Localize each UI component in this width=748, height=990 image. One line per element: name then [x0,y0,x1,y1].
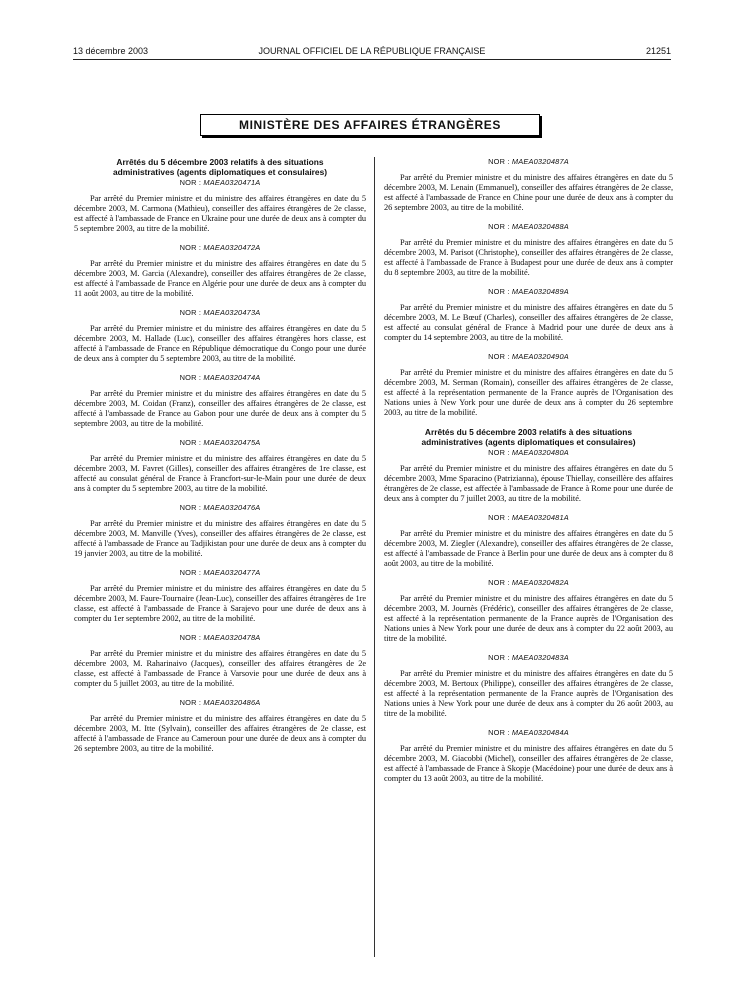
nor-code: MAEA0320488A [511,222,569,231]
nor-code: MAEA0320483A [511,653,569,662]
nor-reference: NOR : MAEA0320471A [179,178,261,187]
nor-reference: NOR : MAEA0320482A [488,578,569,587]
decree-text: Par arrêté du Premier ministre et du ministre des affaires étrangères en date du 5 décembre 2003, M. Journès (Frédéric), conseiller des affaires étrangères de 2e classe, est affecté à la représentation permanente de la France auprès de l'Organisation des Nations unies à New York pour une durée de deux ans à compter du 22 août 2003, au titre de la mobilité. [384,594,673,643]
decree-text: Par arrêté du Premier ministre et du ministre des affaires étrangères en date du 5 décembre 2003, M. Lenain (Emmanuel), conseiller des affaires étrangères de 2e classe, est affecté à l'ambassade de France en Chine pour une durée de deux ans à compter du 26 septembre 2003, au titre de la mobilité. [384,173,673,212]
decree-text: Par arrêté du Premier ministre et du ministre des affaires étrangères en date du 5 décembre 2003, M. Hallade (Luc), conseiller des affaires étrangères hors classe, est affecté à l'ambassade de France en République démocratique du Congo pour une durée de deux ans à compter du 5 septembre 2003, au titre de la mobilité. [74,324,366,363]
nor-reference: NOR : MAEA0320474A [179,373,261,382]
decree-text: Par arrêté du Premier ministre et du ministre des affaires étrangères en date du 5 décembre 2003, M. Le Bœuf (Charles), conseiller des affaires étrangères de 2e classe, est affecté au consulat général de France à Madrid pour une durée de deux ans à compter du 14 septembre 2003, au titre de la mobilité. [384,303,673,342]
decree-entry [384,513,673,569]
nor-code: MAEA0320480A [511,448,569,457]
decree-text: Par arrêté du Premier ministre et du ministre des affaires étrangères en date du 5 décembre 2003, M. Faure-Tournaire (Jean-Luc), conseiller des affaires étrangères de 1re classe, est affecté à l'ambassade de France à Sarajevo pour une durée de deux ans à compter du 1er septembre 2002, au titre de la mobilité. [74,584,366,623]
decree-entry [384,448,673,504]
decree-entry [74,308,366,364]
nor-reference: NOR : MAEA0320477A [179,568,261,577]
right-column [384,157,673,793]
issue-date: 13 décembre 2003 [73,46,149,56]
nor-reference: NOR : MAEA0320473A [179,308,261,317]
decree-text: Par arrêté du Premier ministre et du ministre des affaires étrangères en date du 5 décembre 2003, M. Garcia (Alexandre), conseiller des affaires étrangères de 2e classe, est affecté à l'ambassade de France en Algérie pour une durée de deux ans à compter du 11 août 2003, au titre de la mobilité. [74,259,366,298]
nor-code: MAEA0320486A [203,698,261,707]
nor-reference: NOR : MAEA0320490A [488,352,569,361]
decree-entry [74,178,366,234]
decree-entry [384,157,673,213]
decree-text: Par arrêté du Premier ministre et du ministre des affaires étrangères en date du 5 décembre 2003, M. Serman (Romain), conseiller des affaires étrangères de 2e classe, est affecté à la représentation permanente de la France auprès de l'Organisation des Nations unies à New York pour une durée de deux ans à compter du 26 septembre 2003, au titre de la mobilité. [384,368,673,417]
nor-code: MAEA0320481A [511,513,569,522]
nor-code: MAEA0320484A [511,728,569,737]
decree-entry [74,243,366,299]
decree-text: Par arrêté du Premier ministre et du ministre des affaires étrangères en date du 5 décembre 2003, Mme Sparacino (Patrizianna), épouse Thiellay, conseillère des affaires étrangères de 2e classe, est affectée à l'ambassade de France à Rome pour une durée de deux ans à compter du 7 juillet 2003, au titre de la mobilité. [384,464,673,503]
nor-code: MAEA0320473A [203,308,261,317]
decree-entry [384,222,673,278]
nor-code: MAEA0320490A [511,352,569,361]
decree-entry [384,578,673,644]
nor-reference: NOR : MAEA0320480A [488,448,569,457]
page-number: 21251 [645,46,671,56]
decree-entry [384,653,673,719]
decree-text: Par arrêté du Premier ministre et du ministre des affaires étrangères en date du 5 décembre 2003, M. Raharinaivo (Jacques), conseiller des affaires étrangères de 2e classe, est affecté à l'ambassade de France à Varsovie pour une durée de deux ans à compter du 5 juillet 2003, au titre de la mobilité. [74,649,366,688]
nor-reference: NOR : MAEA0320488A [488,222,569,231]
decree-text: Par arrêté du Premier ministre et du ministre des affaires étrangères en date du 5 décembre 2003, M. Favret (Gilles), conseiller des affaires étrangères de 1re classe, est affecté au consulat général de France à Francfort-sur-le-Main pour une durée de deux ans à compter du 5 septembre 2003, au titre de la mobilité. [74,454,366,493]
nor-reference: NOR : MAEA0320487A [488,157,569,166]
page-header [73,46,671,60]
nor-reference: NOR : MAEA0320475A [179,438,261,447]
nor-reference: NOR : MAEA0320478A [179,633,261,642]
decree-entry [384,352,673,418]
decree-entry [384,287,673,343]
nor-code: MAEA0320489A [511,287,569,296]
decree-text: Par arrêté du Premier ministre et du ministre des affaires étrangères en date du 5 décembre 2003, M. Giacobbi (Michel), conseiller des affaires étrangères de 2e classe, est affecté à l'ambassade de France à Skopje (Macédoine) pour une durée de deux ans à compter du 13 août 2003, au titre de la mobilité. [384,744,673,783]
left-column [74,157,366,763]
decree-entry [74,568,366,624]
nor-code: MAEA0320472A [203,243,261,252]
nor-code: MAEA0320471A [203,178,261,187]
nor-reference: NOR : MAEA0320472A [179,243,261,252]
nor-code: MAEA0320475A [203,438,261,447]
section-title: Arrêtés du 5 décembre 2003 relatifs à des situations administratives (agents diplomatiques et consulaires) [421,427,636,447]
decree-entry [74,633,366,689]
decree-entry [74,438,366,494]
section-title: Arrêtés du 5 décembre 2003 relatifs à des situations administratives (agents diplomatiques et consulaires) [112,157,328,177]
nor-code: MAEA0320478A [203,633,261,642]
ministry-heading [200,114,540,136]
decree-text: Par arrêté du Premier ministre et du ministre des affaires étrangères en date du 5 décembre 2003, M. Coidan (Franz), conseiller des affaires étrangères de 2e classe, est affecté à l'ambassade de France au Gabon pour une durée de deux ans à compter du 5 septembre 2003, au titre de la mobilité. [74,389,366,428]
nor-reference: NOR : MAEA0320476A [179,503,261,512]
journal-title: JOURNAL OFFICIEL DE LA RÉPUBLIQUE FRANÇAISE [258,46,486,56]
nor-code: MAEA0320474A [203,373,261,382]
decree-entry [74,698,366,754]
decree-text: Par arrêté du Premier ministre et du ministre des affaires étrangères en date du 5 décembre 2003, M. Ziegler (Alexandre), conseiller des affaires étrangères de 2e classe, est affecté à l'ambassade de France à Berlin pour une durée de deux ans à compter du 8 août 2003, au titre de la mobilité. [384,529,673,568]
decree-entry [384,728,673,784]
nor-code: MAEA0320487A [511,157,569,166]
decree-text: Par arrêté du Premier ministre et du ministre des affaires étrangères en date du 5 décembre 2003, M. Itte (Sylvain), conseiller des affaires étrangères de 2e classe, est affecté à l'ambassade de France au Cameroun pour une durée de deux ans à compter du 26 septembre 2003, au titre de la mobilité. [74,714,366,753]
nor-reference: NOR : MAEA0320484A [488,728,569,737]
nor-code: MAEA0320477A [203,568,261,577]
decree-text: Par arrêté du Premier ministre et du ministre des affaires étrangères en date du 5 décembre 2003, M. Bertoux (Philippe), conseiller des affaires étrangères de 2e classe, est affecté à la représentation permanente de la France auprès de l'Organisation des Nations unies à New York pour une durée de deux ans à compter du 26 août 2003, au titre de la mobilité. [384,669,673,718]
decree-entry [74,503,366,559]
nor-reference: NOR : MAEA0320486A [179,698,261,707]
nor-code: MAEA0320482A [511,578,569,587]
decree-text: Par arrêté du Premier ministre et du ministre des affaires étrangères en date du 5 décembre 2003, M. Parisot (Christophe), conseiller des affaires étrangères de 2e classe, est affecté à l'ambassade de France à Budapest pour une durée de deux ans à compter du 8 septembre 2003, au titre de la mobilité. [384,238,673,277]
nor-reference: NOR : MAEA0320489A [488,287,569,296]
nor-code: MAEA0320476A [203,503,261,512]
header-rule [73,59,671,60]
nor-reference: NOR : MAEA0320481A [488,513,569,522]
nor-reference: NOR : MAEA0320483A [488,653,569,662]
ministry-title: MINISTÈRE DES AFFAIRES ÉTRANGÈRES [238,118,502,132]
decree-text: Par arrêté du Premier ministre et du ministre des affaires étrangères en date du 5 décembre 2003, M. Carmona (Mathieu), conseiller des affaires étrangères de 2e classe, est affecté à l'ambassade de France en Ukraine pour une durée de deux ans à compter du 5 septembre 2003, au titre de la mobilité. [74,194,366,233]
decree-text: Par arrêté du Premier ministre et du ministre des affaires étrangères en date du 5 décembre 2003, M. Manville (Yves), conseiller des affaires étrangères de 2e classe, est affecté à l'ambassade de France au Tadjikistan pour une durée de deux ans à compter du 19 janvier 2003, au titre de la mobilité. [74,519,366,558]
column-divider [374,157,375,957]
decree-entry [74,373,366,429]
